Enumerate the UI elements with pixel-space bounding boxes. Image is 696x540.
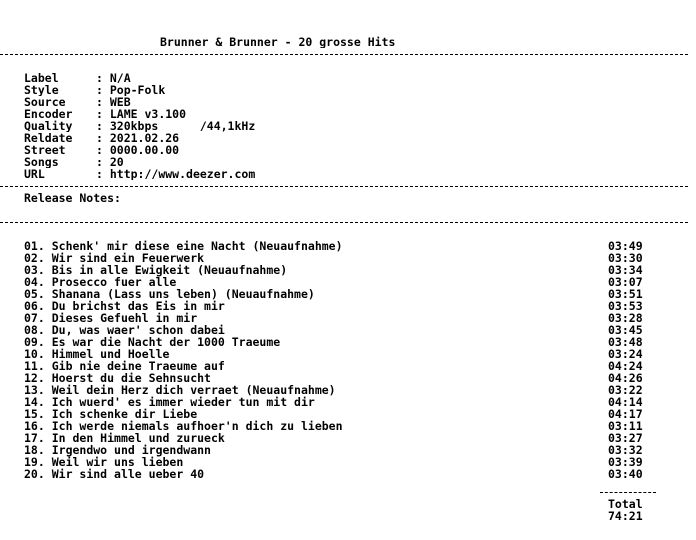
track-number: 14. [24, 395, 45, 409]
track-title: Ich wuerd' es immer wieder tun mit dir [51, 395, 315, 409]
track-number: 11. [24, 359, 45, 373]
track-number: 05. [24, 287, 45, 301]
info-value: N/A [109, 72, 131, 84]
info-separator: : [96, 144, 110, 156]
track-number: 07. [24, 311, 45, 325]
total-label: Total [608, 497, 643, 511]
track-number: 02. [24, 251, 45, 265]
info-field-label [24, 72, 694, 84]
track-title: Weil dein Herz dich verraet (Neuaufnahme) [51, 383, 336, 397]
track-number: 12. [24, 371, 45, 385]
info-field-style [24, 84, 694, 96]
spacer [24, 204, 694, 216]
track-duration: 03:07 [608, 275, 643, 289]
track-duration: 03:11 [608, 419, 643, 433]
info-key: Reldate [24, 132, 73, 144]
track-duration: 03:53 [608, 299, 643, 313]
track-row [24, 468, 694, 480]
total-value: 74:21 [608, 509, 643, 523]
track-number: 20. [24, 467, 45, 481]
track-duration: 03:39 [608, 455, 643, 469]
track-title: Ich werde niemals aufhoer'n dich zu lieben [51, 419, 343, 433]
track-gap [45, 467, 52, 481]
info-field-source [24, 96, 694, 108]
track-title: Wir sind ein Feuerwerk [51, 251, 205, 265]
track-number: 19. [24, 455, 45, 469]
info-key: Encoder [24, 108, 73, 120]
track-number: 16. [24, 419, 45, 433]
info-key: URL [24, 168, 45, 180]
info-block [24, 72, 694, 180]
track-duration: 03:22 [608, 383, 643, 397]
divider-info [24, 180, 694, 192]
total-underline [600, 492, 656, 493]
track-duration: 04:26 [608, 371, 643, 385]
track-duration: 03:32 [608, 443, 643, 457]
track-number: 09. [24, 335, 45, 349]
info-value: 2021.02.26 [109, 132, 180, 144]
track-title: Shanana (Lass uns leben) (Neuaufnahme) [51, 287, 315, 301]
info-value: 0000.00.00 [109, 144, 180, 156]
info-separator: : [96, 156, 110, 168]
nfo-document [24, 36, 694, 523]
info-key: Label [24, 72, 59, 84]
divider-notes [24, 216, 694, 228]
track-duration: 03:40 [608, 467, 643, 481]
track-title: Irgendwo und irgendwann [51, 443, 211, 457]
info-field-reldate [24, 132, 694, 144]
track-number: 01. [24, 239, 45, 253]
release-notes-label: Release Notes: [24, 192, 121, 204]
info-value: 320kbps /44,1kHz [109, 120, 256, 132]
info-value: WEB [109, 96, 131, 108]
track-title: Ich schenke dir Liebe [51, 407, 198, 421]
info-separator: : [96, 84, 110, 96]
track-title: Wir sind alle ueber 40 [51, 467, 205, 481]
track-number: 15. [24, 407, 45, 421]
track-number: 06. [24, 299, 45, 313]
track-list [24, 240, 694, 480]
info-key: Quality [24, 120, 73, 132]
track-duration: 03:27 [608, 431, 643, 445]
track-duration: 03:28 [608, 311, 643, 325]
track-title: Gib nie deine Traeume auf [51, 359, 225, 373]
track-duration: 03:49 [608, 239, 643, 253]
info-value: Pop-Folk [109, 84, 166, 96]
track-number: 13. [24, 383, 45, 397]
track-title: Hoerst du die Sehnsucht [51, 371, 211, 385]
track-number: 08. [24, 323, 45, 337]
track-title: Du, was waer' schon dabei [51, 323, 225, 337]
track-number: 10. [24, 347, 45, 361]
track-title: Es war die Nacht der 1000 Traeume [51, 335, 281, 349]
info-value: http://www.deezer.com [109, 168, 256, 180]
release-title: Brunner & Brunner - 20 grosse Hits [160, 36, 396, 48]
track-title: Bis in alle Ewigkeit (Neuaufnahme) [51, 263, 288, 277]
track-number: 17. [24, 431, 45, 445]
info-key: Songs [24, 156, 59, 168]
track-number: 18. [24, 443, 45, 457]
totals-block [24, 480, 694, 523]
track-duration: 03:48 [608, 335, 643, 349]
info-key: Style [24, 84, 59, 96]
track-title: Schenk' mir diese eine Nacht (Neuaufnahme) [51, 239, 343, 253]
track-title: Prosecco fuer alle [51, 275, 177, 289]
track-duration: 04:17 [608, 407, 643, 421]
divider-top [24, 48, 694, 60]
track-duration: 03:24 [608, 347, 643, 361]
info-field-encoder [24, 108, 694, 120]
info-value: LAME v3.100 [109, 108, 187, 120]
track-title: Dieses Gefuehl in mir [51, 311, 198, 325]
info-key: Source [24, 96, 66, 108]
track-title: Himmel und Hoelle [51, 347, 170, 361]
info-field-street [24, 144, 694, 156]
track-number: 03. [24, 263, 45, 277]
track-duration: 04:24 [608, 359, 643, 373]
spacer [24, 60, 694, 72]
info-value: 20 [109, 156, 124, 168]
track-duration: 04:14 [608, 395, 643, 409]
info-field-quality [24, 120, 694, 132]
track-duration: 03:30 [608, 251, 643, 265]
info-separator: : [96, 168, 110, 180]
info-separator: : [96, 120, 110, 132]
info-separator: : [96, 132, 110, 144]
track-title: Weil wir uns lieben [51, 455, 184, 469]
info-separator: : [96, 96, 110, 108]
track-title: Du brichst das Eis in mir [51, 299, 225, 313]
info-key: Street [24, 144, 66, 156]
track-number: 04. [24, 275, 45, 289]
track-duration: 03:51 [608, 287, 643, 301]
info-separator: : [96, 108, 110, 120]
track-title: In den Himmel und zurueck [51, 431, 225, 445]
track-duration: 03:45 [608, 323, 643, 337]
info-field-url [24, 168, 694, 180]
info-separator: : [96, 72, 110, 84]
info-field-songs [24, 156, 694, 168]
track-duration: 03:34 [608, 263, 643, 277]
